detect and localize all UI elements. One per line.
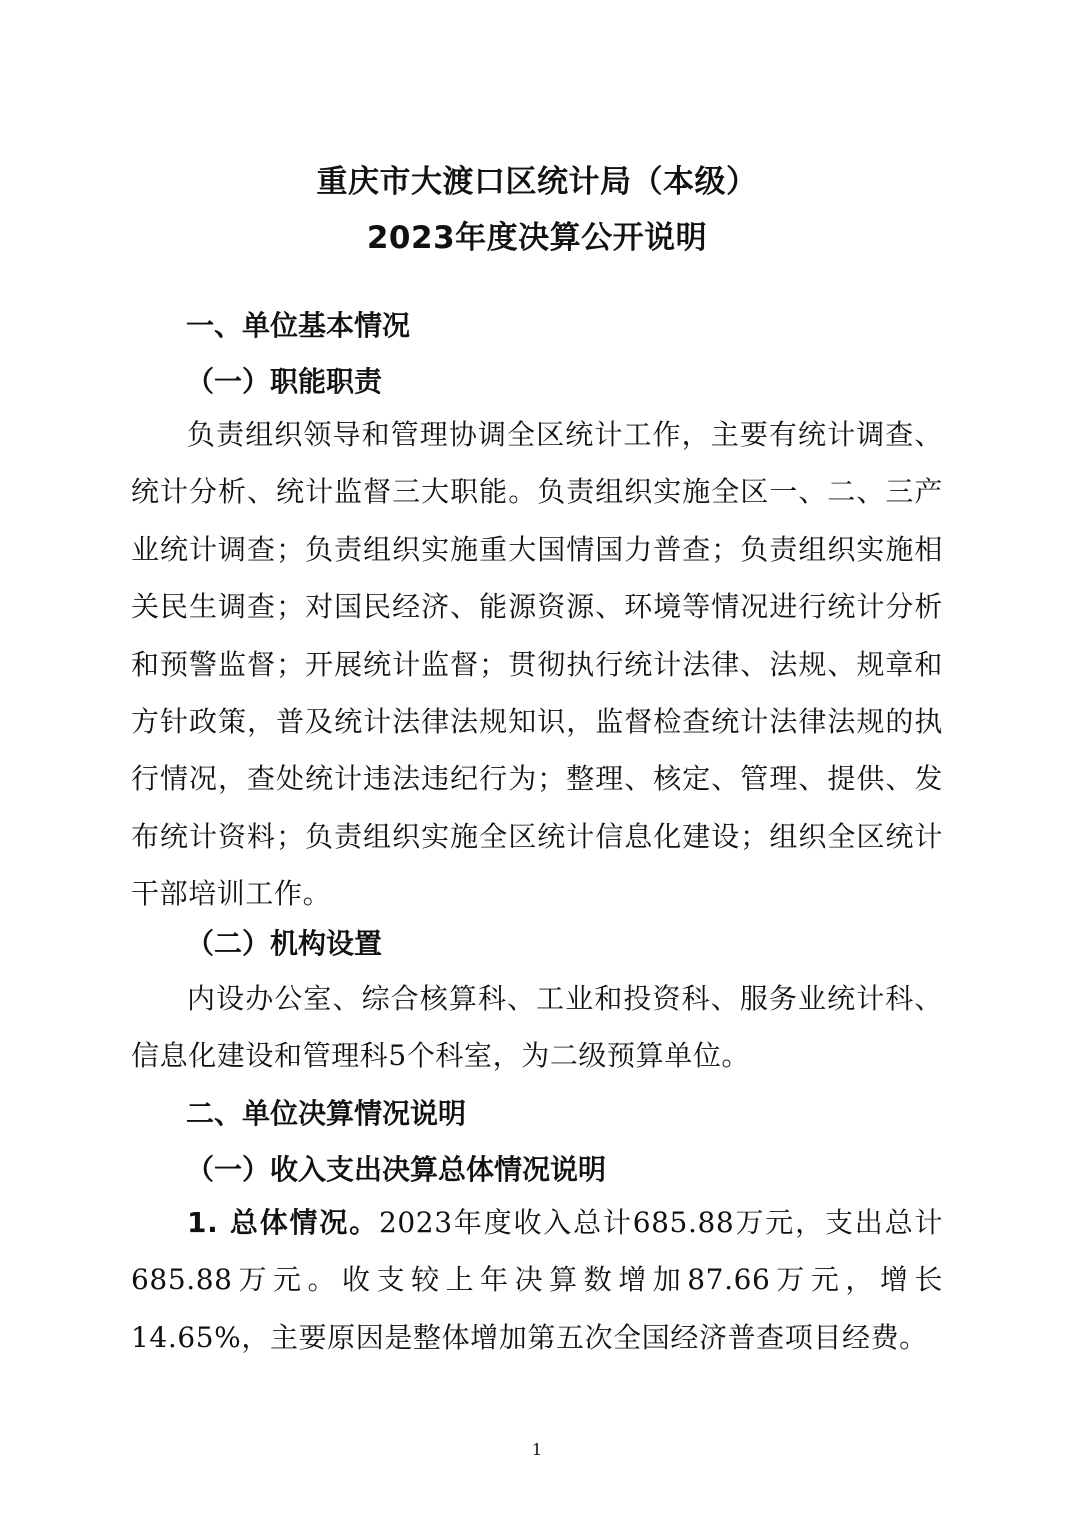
organization-paragraph: 内设办公室、综合核算科、工业和投资科、服务业统计科、信息化建设和管理科5个科室，为二级预算单位。 <box>131 982 943 1073</box>
overall-situation-text: 2023年度收入总计685.88万元，支出总计685.88万元。收支较上年决算数增加87.66万元，增长14.65%，主要原因是整体增加第五次全国经济普查项目经费。 <box>131 1206 943 1354</box>
overall-situation-label: 1. 总体情况。 <box>187 1206 379 1239</box>
page-number: 1 <box>531 1440 543 1459</box>
section-1-1-heading: （一）职能职责 <box>186 365 383 398</box>
document-title-line2: 2023年度决算公开说明 <box>366 220 708 256</box>
document-title-line1: 重庆市大渡口区统计局（本级） <box>316 164 758 200</box>
section-2-heading: 二、单位决算情况说明 <box>186 1097 467 1130</box>
section-2-1-heading: （一）收入支出决算总体情况说明 <box>186 1153 607 1186</box>
section-1-2-heading: （二）机构设置 <box>186 927 383 960</box>
section-1-heading: 一、单位基本情况 <box>186 309 411 342</box>
overall-situation-paragraph <box>131 1194 943 1366</box>
duties-paragraph: 负责组织领导和管理协调全区统计工作，主要有统计调查、统计分析、统计监督三大职能。负责组织实施全区一、二、三产业统计调查；负责组织实施重大国情国力普查；负责组织实施相关民生调查；对国民经济、能源资源、环境等情况进行统计分析和预警监督；开展统计监督；贯彻执行统计法律、法规、规章和方针政策，普及统计法律法规知识，监督检查统计法律法规的执行情况，查处统计违法违纪行为；整理、核定、管理、提供、发布统计资料；负责组织实施全区统计信息化建设；组织全区统计干部培训工作。 <box>131 418 943 911</box>
